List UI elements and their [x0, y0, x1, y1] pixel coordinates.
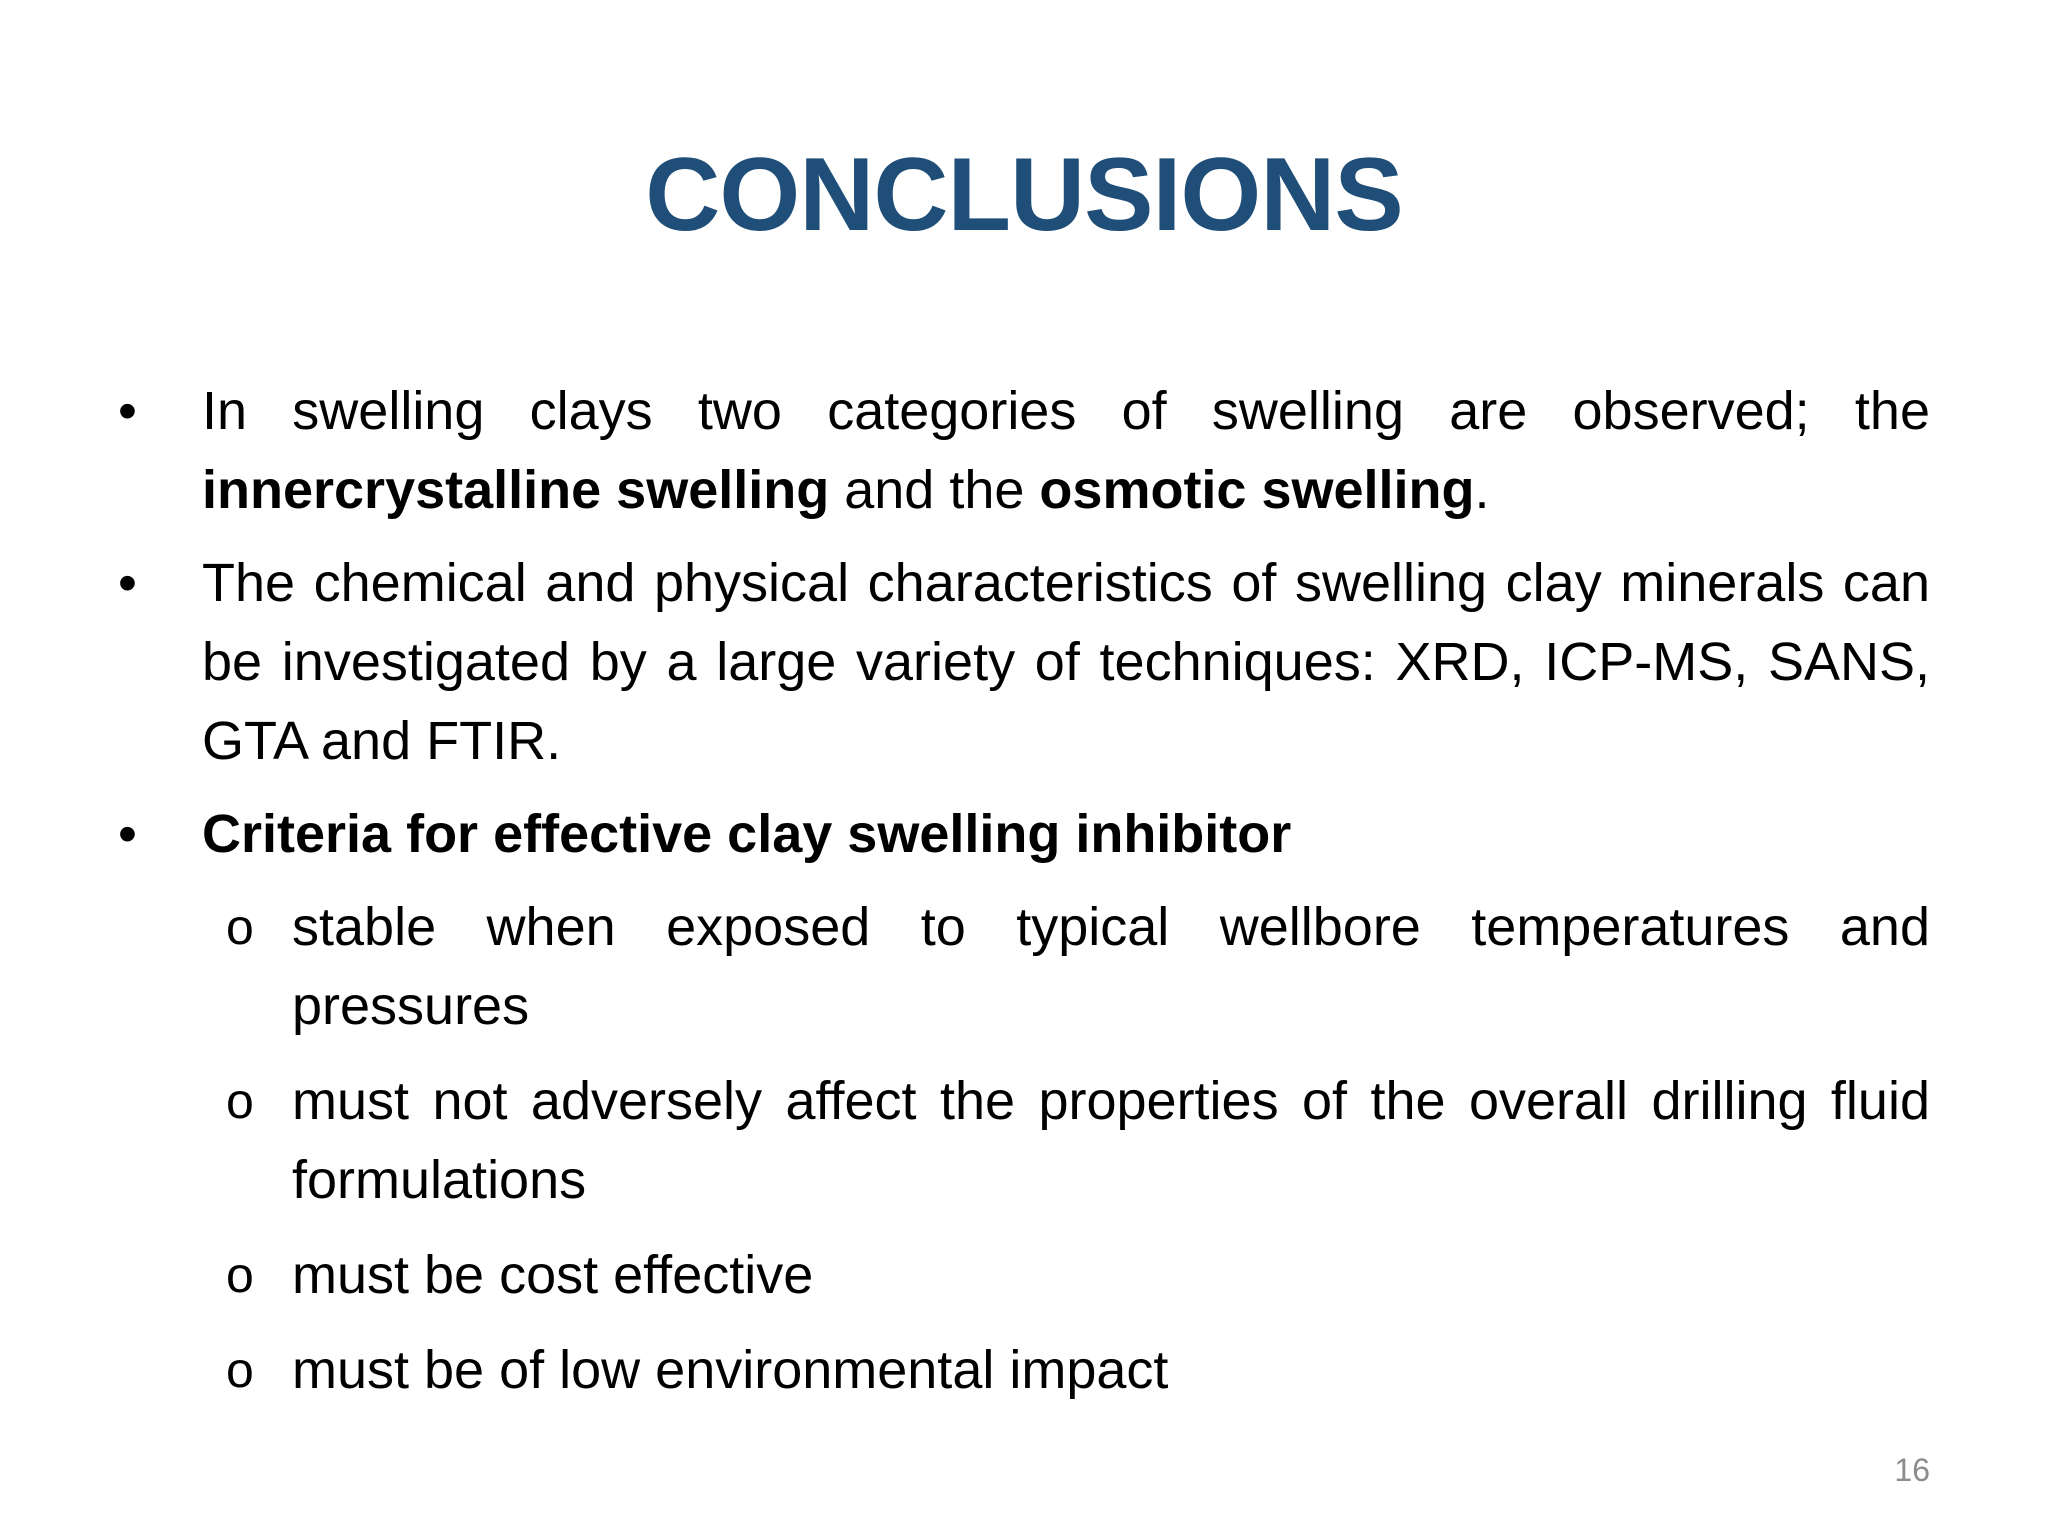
bullet-text: and the — [829, 460, 1040, 520]
bullet-item — [118, 544, 1930, 781]
bullet-item — [118, 372, 1930, 530]
sub-bullet-marker: o — [226, 1342, 254, 1398]
sub-bullet-text: must not adversely affect the properties of the overall drilling fluid formulations — [292, 1071, 1930, 1210]
sub-bullet-marker: o — [226, 1247, 254, 1303]
bullet-heading: Criteria for effective clay swelling inhibitor — [202, 804, 1292, 864]
slide-title: CONCLUSIONS — [645, 137, 1403, 253]
bullet-item — [118, 795, 1930, 874]
bullet-text: In swelling clays two categories of swelling are observed; the — [202, 381, 1930, 441]
sub-bullet-item — [118, 1062, 1930, 1220]
bullet-text: . — [1474, 460, 1490, 520]
sub-bullet-text: stable when exposed to typical wellbore temperatures and pressures — [292, 897, 1930, 1036]
bullet-text: The chemical and physical characteristics of swelling clay minerals can be investigated by a large variety of techniques: XRD, ICP-MS, SANS, GTA and FTIR. — [202, 553, 1930, 771]
bullet-bold-text: innercrystalline swelling — [202, 460, 830, 520]
bullet-bold-text: osmotic swelling — [1039, 460, 1475, 520]
bullet-marker: • — [118, 804, 137, 864]
page-number: 16 — [1894, 1452, 1930, 1488]
sub-bullet-text: must be cost effective — [292, 1245, 814, 1305]
sub-bullet-item — [118, 1236, 1930, 1315]
sub-bullet-marker: o — [226, 1073, 254, 1129]
bullet-marker: • — [118, 381, 137, 441]
sub-bullet-item — [118, 888, 1930, 1046]
bullet-marker: • — [118, 553, 137, 613]
sub-bullet-text: must be of low environmental impact — [292, 1340, 1169, 1400]
slide-body — [118, 372, 1930, 1426]
sub-bullet-marker: o — [226, 899, 254, 955]
sub-bullet-item — [118, 1331, 1930, 1410]
